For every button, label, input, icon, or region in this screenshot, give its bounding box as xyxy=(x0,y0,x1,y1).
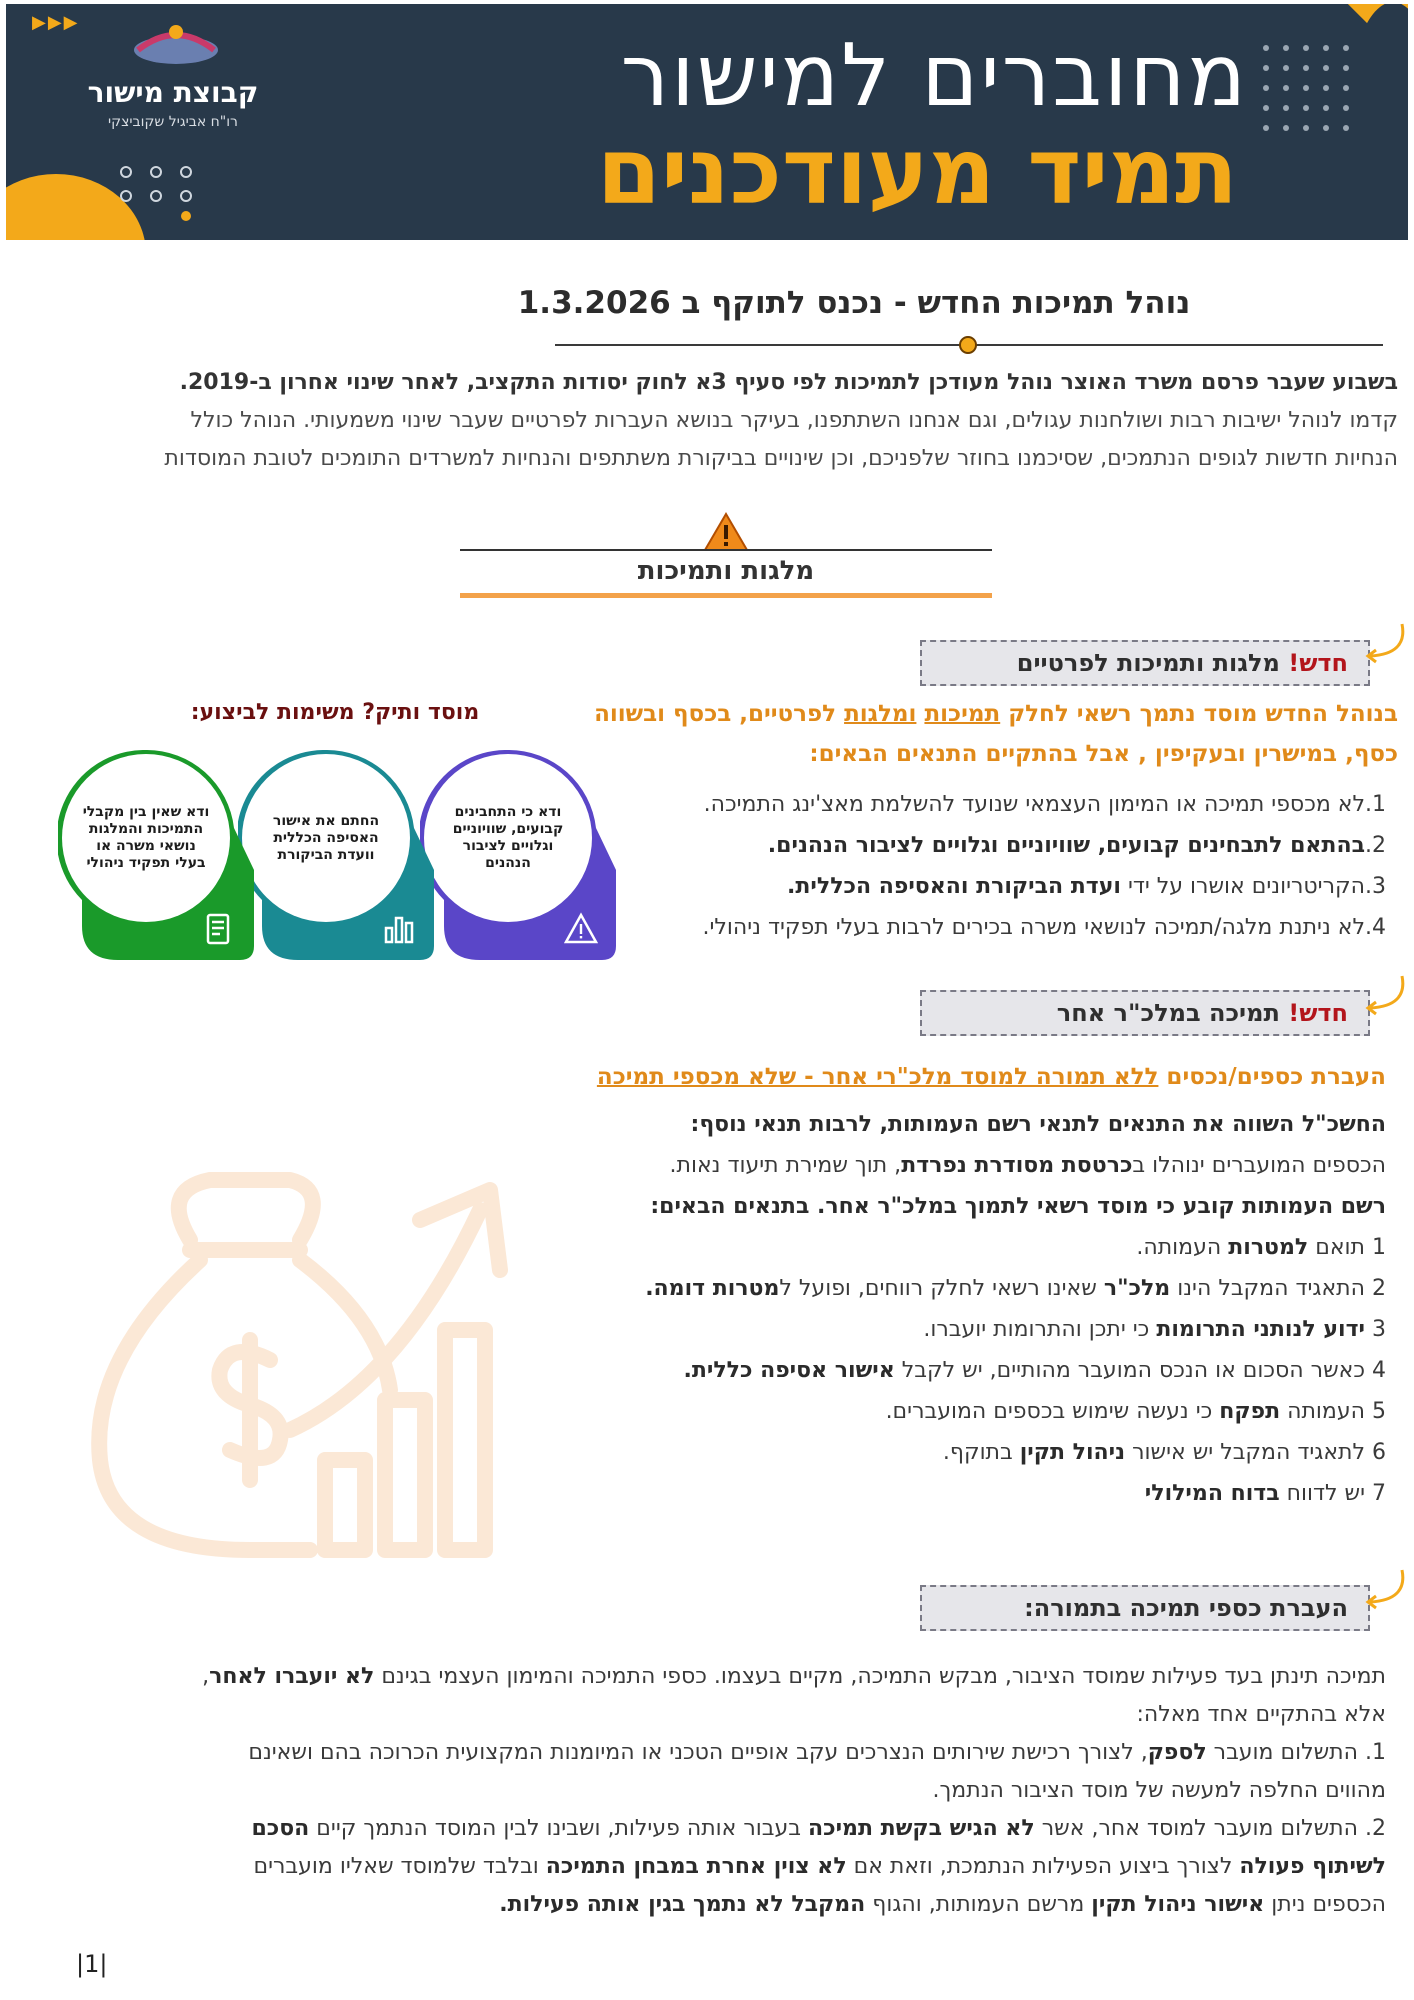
logo-subtitle: רו"ח אביגיל שקוביצקי xyxy=(108,114,238,130)
list-item xyxy=(586,907,1386,948)
list-item xyxy=(366,1432,1386,1473)
list-item-number: 3 xyxy=(1372,1317,1386,1342)
list-item xyxy=(366,1473,1386,1514)
list-item xyxy=(586,825,1386,866)
list-item xyxy=(366,1350,1386,1391)
section3-paragraph-1 xyxy=(196,1658,1386,1734)
list-item-number: 4 xyxy=(1372,1358,1386,1383)
text-run: העמותה. xyxy=(1136,1235,1229,1260)
dotgrid-decor-icon xyxy=(1256,38,1386,158)
section1-lead-grants: תמיכות xyxy=(924,701,1001,727)
list-item xyxy=(366,1227,1386,1268)
text-run-bold: לא יועברו לאחר xyxy=(209,1664,375,1689)
section3-paragraph-3 xyxy=(196,1810,1386,1924)
section-heading: מלגות ותמיכות xyxy=(637,556,815,586)
list-item xyxy=(366,1391,1386,1432)
text-run: תואם xyxy=(1308,1235,1365,1260)
text-run: כי נעשה שימוש בכספים המועברים. xyxy=(885,1399,1220,1424)
logo-title: קבוצת מישור xyxy=(87,76,259,109)
banner-headline-primary: מחוברים למישור xyxy=(620,26,1248,126)
tasks-title: מוסד ותיק? משימות לביצוע: xyxy=(190,700,480,725)
title-divider-ornament xyxy=(959,336,977,354)
text-run: שאינו רשאי לחלק רווחים, ופועל ל xyxy=(779,1276,1104,1301)
callout-text: תמיכה במלכ"ר אחר xyxy=(1056,999,1289,1027)
text-run-bold: הסכם לשיתוף פעולה xyxy=(251,1816,1386,1879)
text-run-bold: אישור ניהול תקין xyxy=(1091,1892,1265,1917)
list-item-number: 5 xyxy=(1372,1399,1386,1424)
section1-lead-text-c: לפרטיים, בכסף ובשווה כסף, במישרין ובעקיפין , אבל בהתקיים התנאים הבאים: xyxy=(594,701,1398,767)
text-run-bold: ידוע לנותני התרומות xyxy=(1156,1317,1365,1342)
text-run: לצורך ביצוע הפעילות הנתמכת, וזאת אם xyxy=(846,1854,1240,1879)
task-card-text: ודא כי התחבינים קבועים, שוויוניים וגלויים לציבור הנהנים xyxy=(452,804,564,871)
bar-chart-icon xyxy=(382,912,416,946)
section3-body xyxy=(196,1658,1386,1924)
section2-line-1: החשכ"ל השווה את התנאים לתנאי רשם העמותות, לרבות תנאי נוסף: xyxy=(690,1112,1386,1137)
text-run: 2. התשלום מועבר למוסד אחר, אשר xyxy=(1034,1816,1386,1841)
text-run: הכספים המועברים ינוהלו ב xyxy=(1132,1153,1386,1178)
intro-line-1: בשבוע שעבר פרסם משרד האוצר נוהל מעודכן לתמיכות לפי סעיף 3א לחוק יסודות התקציב, לאחר שינוי אחרון ב-2019. xyxy=(179,370,1398,395)
dots-decor-icon xyxy=(106,162,216,222)
list-item-number: 4. xyxy=(1365,915,1386,940)
list-item-number: 1. xyxy=(1365,792,1386,817)
text-run: בתוקף. xyxy=(942,1440,1020,1465)
section1-lead-scholarships: ומלגות xyxy=(844,701,917,727)
header-banner xyxy=(6,4,1408,240)
text-run: ובלבד שלמוסד שאליו מועברים הכספים ניתן xyxy=(253,1854,1386,1917)
task-card-disc xyxy=(242,754,410,922)
intro-line-2: קדמו לנוהל ישיבות רבות ושולחנות עגולים, וגם אנחנו השתתפנו, בעיקר בנושא העברות לפרטיים שעבר שינוי משמעותי. הנוהל כולל xyxy=(190,408,1398,433)
callout-paid-transfer xyxy=(920,1585,1370,1631)
list-item xyxy=(586,784,1386,825)
list-item-number: 6 xyxy=(1372,1440,1386,1465)
task-card-criteria xyxy=(420,750,616,960)
text-run: יש לדווח xyxy=(1279,1481,1365,1506)
curved-arrow-icon xyxy=(1362,620,1414,668)
section2-line-3: רשם העמותות קובע כי מוסד רשאי לתמוך במלכ"ר אחר. בתנאים הבאים: xyxy=(650,1194,1386,1219)
task-card-disc xyxy=(424,754,592,922)
text-run: בעבור אותה פעילות, ושבינו לבין המוסד הנתמך קיים xyxy=(309,1816,808,1841)
document-icon xyxy=(202,912,236,946)
text-run-bold: כרטסת מסודרת נפרדת xyxy=(901,1153,1133,1178)
callout-text: העברת כספי תמיכה בתמורה: xyxy=(1024,1594,1348,1622)
section2-lead-underlined: ללא תמורה למוסד מלכ"רי אחר - שלא מכספי תמיכה xyxy=(596,1064,1159,1090)
warning-icon xyxy=(703,512,749,552)
text-run-bold: ניהול תקין xyxy=(1019,1440,1126,1465)
section2-line-2 xyxy=(366,1145,1386,1186)
task-card-text: ודא שאין בין מקבלי התמיכות והמלגות נושאי משרה או בעלי תפקיד ניהולי xyxy=(82,804,210,871)
list-item xyxy=(366,1309,1386,1350)
text-run-bold: המקבל לא נתמך בגין אותה פעילות. xyxy=(499,1892,866,1917)
section1-conditions-list xyxy=(586,784,1386,948)
callout-text: מלגות ותמיכות לפרטיים xyxy=(1016,649,1289,677)
text-run: 1. התשלום מועבר xyxy=(1206,1740,1386,1765)
logo xyxy=(68,18,288,138)
list-item-number: 7 xyxy=(1372,1481,1386,1506)
text-run: כאשר הסכום או הנכס המועבר מהותיים, יש לקבל xyxy=(894,1358,1365,1383)
text-run-bold: לא הגיש בקשת תמיכה xyxy=(808,1816,1035,1841)
text-run-bold: מלכ"ר xyxy=(1103,1276,1171,1301)
text-run: מרשם העמותות, והגוף xyxy=(865,1892,1092,1917)
task-card-disc xyxy=(62,754,230,922)
text-run: התאגיד המקבל הינו xyxy=(1170,1276,1365,1301)
section2-lead xyxy=(486,1064,1386,1090)
list-item xyxy=(586,866,1386,907)
list-item xyxy=(366,1268,1386,1309)
text-run: , תוך שמירת תיעוד נאות. xyxy=(669,1153,902,1178)
list-item-text-bold: ועדת הביקורת והאסיפה הכללית. xyxy=(787,874,1121,899)
list-item-number: 3. xyxy=(1365,874,1386,899)
section2-lead-text: העברת כספים/נכסים xyxy=(1158,1064,1386,1090)
section-heading-rule-top xyxy=(460,549,992,551)
list-item-text-bold: בהתאם לתבחינים קבועים, שוויוניים וגלויים לציבור הנהנים. xyxy=(767,833,1365,858)
section-heading-rule-bottom xyxy=(460,593,992,598)
text-run-bold: לא צוין אחרת במבחן התמיכה xyxy=(545,1854,847,1879)
section2-body xyxy=(366,1104,1386,1514)
callout-other-nonprofit xyxy=(920,990,1370,1036)
intro-paragraph xyxy=(58,364,1398,478)
text-run-bold: לספק xyxy=(1147,1740,1207,1765)
banner-headline-secondary: תמיד מעודכנים xyxy=(596,118,1238,225)
text-run-bold: תפקח xyxy=(1219,1399,1281,1424)
page-title: נוהל תמיכות החדש - נכנס לתוקף ב 1.3.2026 xyxy=(517,285,1191,321)
list-item-number: 2 xyxy=(1372,1276,1386,1301)
section1-lead-text-a: בנוהל החדש מוסד נתמך רשאי לחלק xyxy=(1000,701,1398,727)
text-run-bold: מטרות דומה. xyxy=(645,1276,780,1301)
callout-new-label: חדש! xyxy=(1288,999,1348,1027)
list-item-text: הקריטריונים אושרו על ידי xyxy=(1120,874,1365,899)
text-run: העמותה xyxy=(1280,1399,1365,1424)
callout-private-grants xyxy=(920,640,1370,686)
page-number: |1| xyxy=(76,1950,108,1978)
text-run: לתאגיד המקבל יש אישור xyxy=(1125,1440,1365,1465)
task-card-approval xyxy=(238,750,434,960)
list-item-number: 2. xyxy=(1365,833,1386,858)
task-card-officers xyxy=(58,750,254,960)
callout-new-label: חדש! xyxy=(1288,649,1348,677)
list-item-text: לא מכספי תמיכה או המימון העצמאי שנועד להשלמת מאצ'ינג התמיכה. xyxy=(703,792,1365,817)
list-item-number: 1 xyxy=(1372,1235,1386,1260)
task-card-text: החתם את אישור האסיפה הכללית וועדת הביקורת xyxy=(272,812,380,863)
section1-lead xyxy=(578,694,1398,774)
curved-arrow-icon xyxy=(1362,972,1414,1020)
intro-line-3: הנחיות חדשות לגופים הנתמכים, שסיכמנו בחוזר שלפניכם, וכן שינויים בביקורת משתתפים והנחיות למשרדים התומכים לטובת המוסדות xyxy=(164,446,1398,471)
logo-emblem-icon xyxy=(130,20,222,68)
curved-arrow-icon xyxy=(1362,1566,1414,1614)
text-run-bold: בדוח המילולי xyxy=(1144,1481,1280,1506)
text-run: , אלא בהתקיים אחד מאלה: xyxy=(202,1664,1386,1727)
section3-paragraph-2 xyxy=(196,1734,1386,1810)
list-item-text: לא ניתנת מלגה/תמיכה לנושאי משרה בכירים לרבות בעלי תפקיד ניהולי. xyxy=(702,915,1365,940)
text-run: , לצורך רכישת שירותים הנצרכים עקב אופיים הטכני או המיומנות המקצועית הכרוכה בהם ושאינם מהווים החלפה למעשה של מוסד הציבור הנתמך. xyxy=(248,1740,1386,1803)
text-run: תמיכה תינתן בעד פעילות שמוסד הציבור, מבקש התמיכה, מקיים בעצמו. כספי התמיכה והמימון העצמי בגינם xyxy=(374,1664,1386,1689)
text-run-bold: אישור אסיפה כללית. xyxy=(683,1358,895,1383)
text-run-bold: למטרות xyxy=(1228,1235,1309,1260)
text-run: כי יתכן והתרומות יועברו. xyxy=(923,1317,1157,1342)
warning-icon xyxy=(564,912,598,946)
arrows-icon: ▶▶▶ xyxy=(32,12,80,33)
